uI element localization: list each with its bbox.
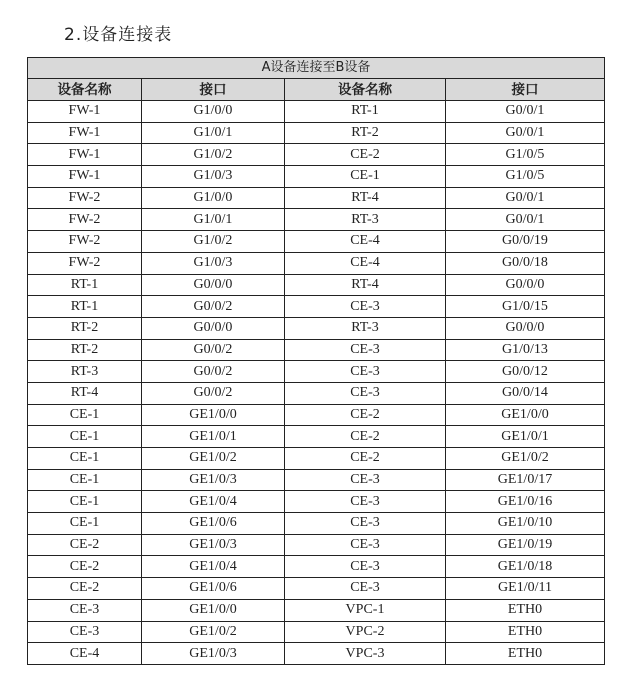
cell-device-b: RT-3 xyxy=(285,209,446,231)
table-row xyxy=(28,491,605,513)
cell-device-a: FW-1 xyxy=(28,101,142,123)
cell-interface-a: G0/0/2 xyxy=(142,382,285,404)
cell-interface-a: G1/0/0 xyxy=(142,101,285,123)
cell-device-b: CE-3 xyxy=(285,491,446,513)
table-row xyxy=(28,166,605,188)
table-row xyxy=(28,556,605,578)
cell-interface-a: GE1/0/4 xyxy=(142,491,285,513)
cell-device-a: CE-4 xyxy=(28,643,142,665)
cell-interface-a: GE1/0/3 xyxy=(142,469,285,491)
cell-device-b: CE-4 xyxy=(285,231,446,253)
cell-interface-b: G0/0/19 xyxy=(446,231,605,253)
cell-interface-b: GE1/0/11 xyxy=(446,578,605,600)
table-row xyxy=(28,209,605,231)
table-row xyxy=(28,144,605,166)
cell-device-b: CE-3 xyxy=(285,534,446,556)
cell-device-b: RT-1 xyxy=(285,101,446,123)
table-row xyxy=(28,448,605,470)
cell-interface-b: G0/0/1 xyxy=(446,209,605,231)
cell-device-a: RT-1 xyxy=(28,296,142,318)
cell-interface-a: G0/0/2 xyxy=(142,339,285,361)
cell-interface-a: GE1/0/6 xyxy=(142,578,285,600)
cell-device-a: FW-1 xyxy=(28,122,142,144)
table-row xyxy=(28,621,605,643)
cell-device-b: CE-1 xyxy=(285,166,446,188)
cell-device-a: CE-1 xyxy=(28,426,142,448)
cell-device-a: CE-1 xyxy=(28,513,142,535)
column-header-device-b: 设备名称 xyxy=(285,79,446,101)
cell-interface-b: GE1/0/16 xyxy=(446,491,605,513)
table-group-header-row xyxy=(28,58,605,79)
column-header-interface-b: 接口 xyxy=(446,79,605,101)
cell-device-b: VPC-3 xyxy=(285,643,446,665)
cell-interface-a: G1/0/2 xyxy=(142,231,285,253)
cell-interface-b: GE1/0/2 xyxy=(446,448,605,470)
table-row xyxy=(28,187,605,209)
cell-interface-b: GE1/0/17 xyxy=(446,469,605,491)
cell-device-b: CE-2 xyxy=(285,144,446,166)
cell-interface-a: G0/0/2 xyxy=(142,361,285,383)
group-header: A设备连接至B设备 xyxy=(28,58,605,79)
cell-interface-b: G0/0/12 xyxy=(446,361,605,383)
cell-interface-a: GE1/0/2 xyxy=(142,621,285,643)
cell-device-b: RT-4 xyxy=(285,187,446,209)
cell-device-a: RT-2 xyxy=(28,339,142,361)
device-connection-table xyxy=(27,57,605,665)
cell-device-a: CE-1 xyxy=(28,404,142,426)
cell-interface-b: GE1/0/0 xyxy=(446,404,605,426)
column-header-interface-a: 接口 xyxy=(142,79,285,101)
cell-device-a: CE-1 xyxy=(28,448,142,470)
cell-interface-b: GE1/0/1 xyxy=(446,426,605,448)
cell-interface-a: G0/0/0 xyxy=(142,274,285,296)
cell-device-a: RT-1 xyxy=(28,274,142,296)
cell-interface-b: GE1/0/18 xyxy=(446,556,605,578)
cell-device-b: CE-3 xyxy=(285,513,446,535)
cell-interface-a: GE1/0/6 xyxy=(142,513,285,535)
table-row xyxy=(28,513,605,535)
cell-device-b: VPC-1 xyxy=(285,599,446,621)
cell-device-a: FW-2 xyxy=(28,252,142,274)
cell-interface-a: GE1/0/0 xyxy=(142,599,285,621)
table-row xyxy=(28,599,605,621)
cell-interface-a: G1/0/0 xyxy=(142,187,285,209)
cell-interface-a: GE1/0/3 xyxy=(142,643,285,665)
cell-interface-b: G0/0/1 xyxy=(446,122,605,144)
table-row xyxy=(28,426,605,448)
table-row xyxy=(28,339,605,361)
cell-interface-a: GE1/0/4 xyxy=(142,556,285,578)
cell-interface-a: G1/0/2 xyxy=(142,144,285,166)
table-row xyxy=(28,404,605,426)
cell-interface-b: G1/0/15 xyxy=(446,296,605,318)
cell-device-a: RT-3 xyxy=(28,361,142,383)
cell-interface-b: G0/0/18 xyxy=(446,252,605,274)
cell-interface-a: G1/0/1 xyxy=(142,209,285,231)
cell-device-a: CE-1 xyxy=(28,469,142,491)
cell-interface-b: G0/0/14 xyxy=(446,382,605,404)
cell-device-b: RT-4 xyxy=(285,274,446,296)
cell-interface-a: GE1/0/0 xyxy=(142,404,285,426)
cell-device-a: CE-2 xyxy=(28,534,142,556)
cell-interface-b: G0/0/0 xyxy=(446,274,605,296)
cell-device-a: FW-1 xyxy=(28,144,142,166)
table-body xyxy=(28,101,605,665)
cell-device-a: CE-2 xyxy=(28,556,142,578)
table-row xyxy=(28,317,605,339)
cell-device-b: CE-2 xyxy=(285,426,446,448)
cell-interface-b: G1/0/13 xyxy=(446,339,605,361)
table-row xyxy=(28,274,605,296)
cell-device-a: RT-2 xyxy=(28,317,142,339)
cell-device-a: CE-1 xyxy=(28,491,142,513)
table-row xyxy=(28,469,605,491)
table-row xyxy=(28,643,605,665)
cell-interface-a: GE1/0/2 xyxy=(142,448,285,470)
cell-interface-b: G0/0/0 xyxy=(446,317,605,339)
cell-device-b: CE-4 xyxy=(285,252,446,274)
table-row xyxy=(28,382,605,404)
cell-interface-a: G0/0/2 xyxy=(142,296,285,318)
cell-device-b: CE-3 xyxy=(285,556,446,578)
cell-device-b: CE-3 xyxy=(285,469,446,491)
cell-device-a: FW-2 xyxy=(28,187,142,209)
table-row xyxy=(28,122,605,144)
cell-interface-b: GE1/0/19 xyxy=(446,534,605,556)
table-row xyxy=(28,296,605,318)
cell-device-b: CE-2 xyxy=(285,448,446,470)
cell-device-a: FW-1 xyxy=(28,166,142,188)
cell-device-b: CE-3 xyxy=(285,382,446,404)
cell-device-a: CE-3 xyxy=(28,621,142,643)
table-row xyxy=(28,534,605,556)
table-column-header-row xyxy=(28,79,605,101)
cell-device-b: CE-2 xyxy=(285,404,446,426)
cell-device-a: CE-2 xyxy=(28,578,142,600)
cell-interface-b: ETH0 xyxy=(446,621,605,643)
table-row xyxy=(28,252,605,274)
cell-interface-a: GE1/0/1 xyxy=(142,426,285,448)
cell-device-b: RT-2 xyxy=(285,122,446,144)
cell-interface-a: GE1/0/3 xyxy=(142,534,285,556)
table-row xyxy=(28,231,605,253)
cell-device-a: FW-2 xyxy=(28,231,142,253)
table-row xyxy=(28,101,605,123)
cell-device-b: CE-3 xyxy=(285,578,446,600)
cell-device-b: CE-3 xyxy=(285,339,446,361)
cell-interface-b: G1/0/5 xyxy=(446,144,605,166)
cell-interface-a: G0/0/0 xyxy=(142,317,285,339)
cell-interface-b: GE1/0/10 xyxy=(446,513,605,535)
cell-interface-a: G1/0/3 xyxy=(142,166,285,188)
cell-device-a: CE-3 xyxy=(28,599,142,621)
cell-interface-b: ETH0 xyxy=(446,643,605,665)
cell-device-b: RT-3 xyxy=(285,317,446,339)
cell-device-b: VPC-2 xyxy=(285,621,446,643)
column-header-device-a: 设备名称 xyxy=(28,79,142,101)
cell-device-b: CE-3 xyxy=(285,361,446,383)
cell-device-a: FW-2 xyxy=(28,209,142,231)
cell-interface-b: G0/0/1 xyxy=(446,101,605,123)
section-title: 2.设备连接表 xyxy=(64,25,173,45)
cell-device-a: RT-4 xyxy=(28,382,142,404)
cell-interface-b: G0/0/1 xyxy=(446,187,605,209)
table-row xyxy=(28,578,605,600)
cell-interface-a: G1/0/3 xyxy=(142,252,285,274)
cell-device-b: CE-3 xyxy=(285,296,446,318)
cell-interface-b: ETH0 xyxy=(446,599,605,621)
cell-interface-b: G1/0/5 xyxy=(446,166,605,188)
cell-interface-a: G1/0/1 xyxy=(142,122,285,144)
table-row xyxy=(28,361,605,383)
